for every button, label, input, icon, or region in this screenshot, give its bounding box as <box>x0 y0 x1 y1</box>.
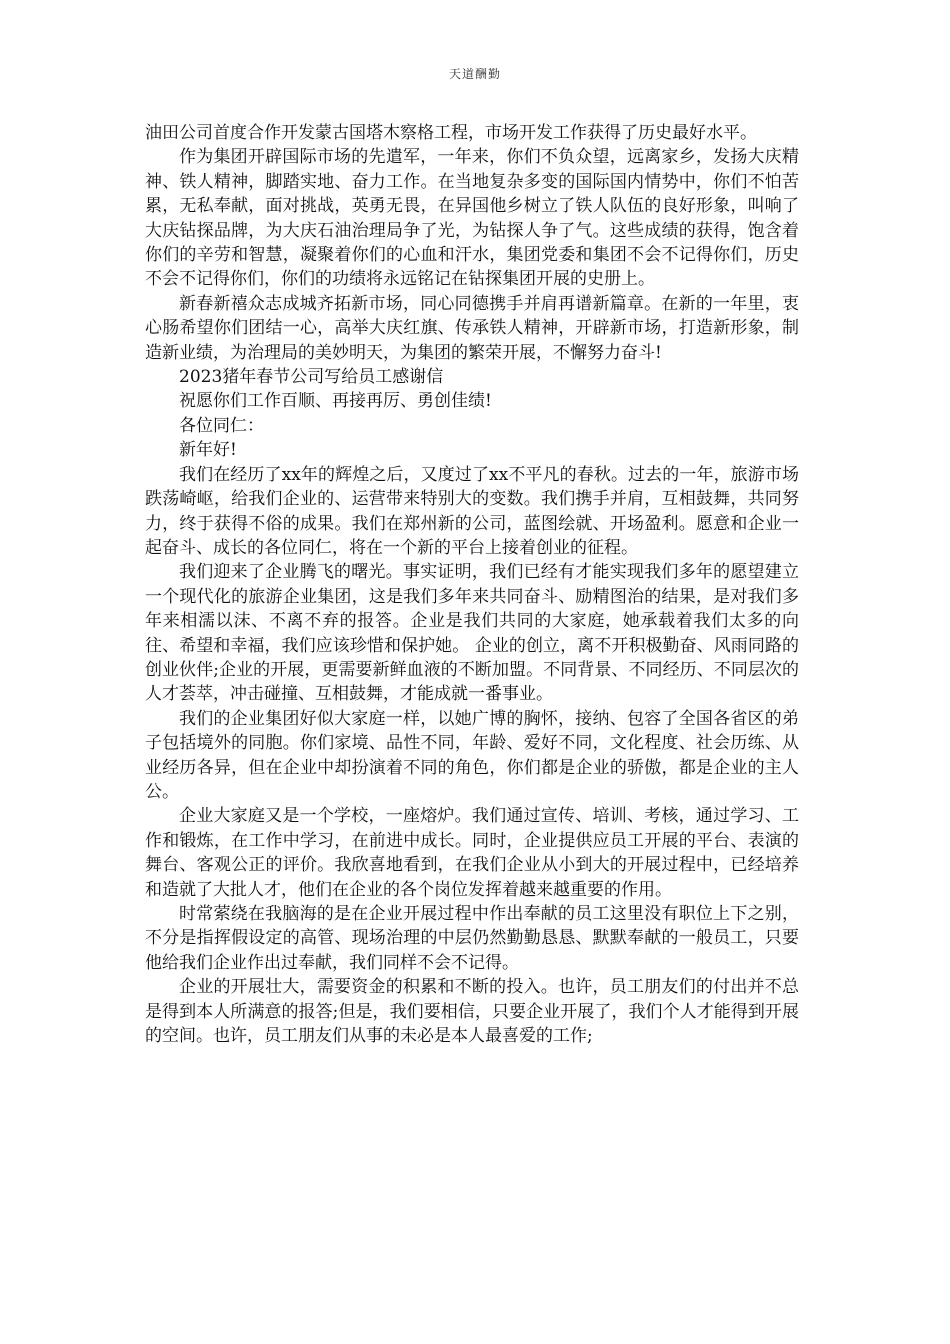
paragraph-pioneer: 作为集团开辟国际市场的先遣军，一年来，你们不负众望，远离家乡，发扬大庆精神、铁人精神，脚踏实地、奋力工作。在当地复杂多变的国际国内情势中，你们不怕苦累，无私奉献，面对挑战，英勇无畏，在异国他乡树立了铁人队伍的良好形象，叫响了大庆钻探品牌，为大庆石油治理局争了光，为钻探人争了气。这些成绩的获得，饱含着你们的辛劳和智慧，凝聚着你们的心血和汗水，集团党委和集团不会不记得你们，历史不会不记得你们，你们的功绩将永远铭记在钻探集团开展的史册上。 <box>145 147 799 290</box>
paragraph-growth: 企业的开展壮大，需要资金的积累和不断的投入。也许，员工朋友们的付出并不总是得到本人所满意的报答;但是，我们要相信，只要企业开展了，我们个人才能得到开展的空间。也许，员工朋友们从事的未必是本人最喜爱的工作; <box>145 977 799 1047</box>
paragraph-school: 企业大家庭又是一个学校，一座熔炉。我们通过宣传、培训、考核，通过学习、工作和锻炼，在工作中学习，在前进中成长。同时，企业提供应员工开展的平台、表演的舞台、客观公正的评价。我欣喜地看到，在我们企业从小到大的开展过程中，已经培养和造就了大批人才，他们在企业的各个岗位发挥着越来越重要的作用。 <box>145 806 799 900</box>
page-header: 天道酬勤 <box>448 67 501 81</box>
paragraph-family: 我们的企业集团好似大家庭一样，以她广博的胸怀，接纳、包容了全国各省区的弟子包括境外的同胞。你们家境、品性不同，年龄、爱好不同，文化程度、社会历练、从业经历各异，但在企业中却扮演着不同的角色，你们都是企业的骄傲，都是企业的主人公。 <box>145 708 799 802</box>
paragraph-continuation: 油田公司首度合作开发蒙古国塔木察格工程，市场开发工作获得了历史最好水平。 <box>145 123 757 143</box>
letter-title: 2023猪年春节公司写给员工感谢信 <box>179 367 444 388</box>
paragraph-new-year-wishes: 新春新禧众志成城齐拓新市场，同心同德携手并肩再谱新篇章。在新的一年里，衷心肠希望你们团结一心，高举大庆红旗、传承铁人精神，开辟新市场，打造新形象，制造新业绩，为治理局的美妙明天，为集团的繁荣开展，不懈努力奋斗! <box>145 293 799 363</box>
paragraph-blessing: 祝愿你们工作百顺、再接再厉、勇创佳绩! <box>179 391 492 412</box>
document-body <box>145 121 799 1048</box>
paragraph-dawn: 我们迎来了企业腾飞的曙光。事实证明，我们已经有才能实现我们多年的愿望建立一个现代化的旅游企业集团，这是我们多年来共同奋斗、励精图治的结果，是对我们多年来相濡以沫、不离不弃的报答。企业是我们共同的大家庭，她承载着我们太多的向往、希望和幸福，我们应该珍惜和保护她。 企业的创立，离不开积极勤奋、风雨同路的创业伙伴;企业的开展，更需要新鲜血液的不断加盟。不同背景、不同经历、不同层次的人才荟萃，冲击碰撞、互相鼓舞，才能成就一番事业。 <box>145 562 799 705</box>
paragraph-past-year: 我们在经历了xx年的辉煌之后，又度过了xx不平凡的春秋。过去的一年，旅游市场跌荡崎岖，给我们企业的、运营带来特别大的变数。我们携手并肩，互相鼓舞，共同努力，终于获得不俗的成果。我们在郑州新的公司，蓝图绘就、开场盈利。愿意和企业一起奋斗、成长的各位同仁，将在一个新的平台上接着创业的征程。 <box>145 464 799 558</box>
letter-greeting: 新年好! <box>179 440 237 461</box>
paragraph-contribution: 时常萦绕在我脑海的是在企业开展过程中作出奉献的员工这里没有职位上下之别，不分是指挥假设定的高管、现场治理的中层仍然勤勤恳恳、默默奉献的一般员工，只要他给我们企业作出过奉献，我们同样不会不记得。 <box>145 904 799 973</box>
letter-salutation: 各位同仁： <box>179 415 264 436</box>
